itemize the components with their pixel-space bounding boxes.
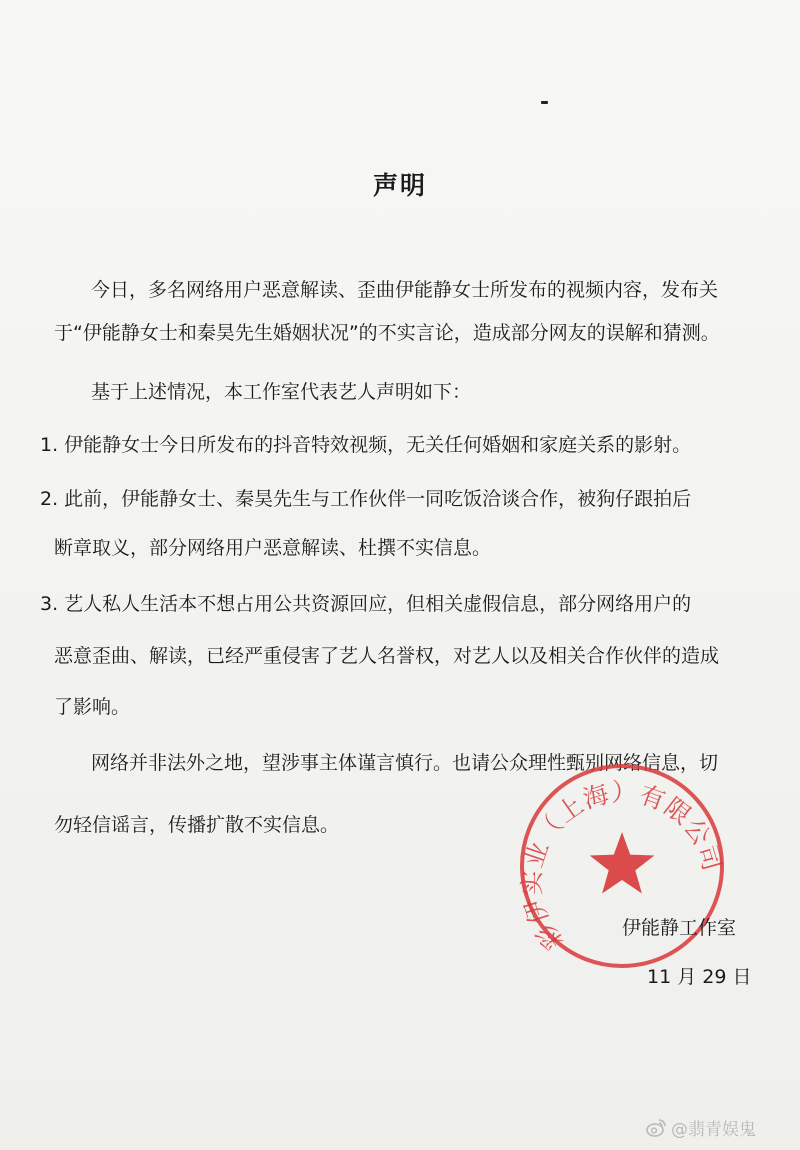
list-item-2-line: 断章取义，部分网络用户恶意解读、杜撰不实信息。 — [54, 537, 492, 559]
signature: 伊能静工作室 — [622, 917, 737, 939]
list-item-1-line: 1. 伊能静女士今日所发布的抖音特效视频，无关任何婚姻和家庭关系的影射。 — [40, 434, 692, 456]
paragraph-line: 于“伊能静女士和秦昊先生婚姻状况”的不实言论，造成部分网友的误解和猜测。 — [54, 322, 720, 344]
watermark-text: @翡青娱鬼 — [671, 1120, 756, 1140]
paragraph-line: 基于上述情况，本工作室代表艺人声明如下： — [91, 381, 472, 403]
list-item-3-line: 恶意歪曲、解读，已经严重侵害了艺人名誉权，对艺人以及相关合作伙伴的造成 — [54, 645, 720, 667]
paragraph-line: 网络并非法外之地，望涉事主体谨言慎行。也请公众理性甄别网络信息，切 — [91, 752, 719, 774]
paragraph-line: 勿轻信谣言，传播扩散不实信息。 — [54, 814, 340, 836]
scan-speck — [541, 101, 548, 104]
list-item-3-line: 了影响。 — [54, 696, 131, 718]
statement-date: 11 月 29 日 — [647, 966, 752, 988]
paragraph-line: 今日，多名网络用户恶意解读、歪曲伊能静女士所发布的视频内容，发布关 — [91, 279, 719, 301]
seal-text: 彩伊实业（上海）有限公司 — [517, 777, 728, 956]
list-item-2-line: 2. 此前，伊能静女士、秦昊先生与工作伙伴一同吃饭洽谈合作，被狗仔跟拍后 — [40, 488, 692, 510]
weibo-logo-icon — [645, 1117, 667, 1139]
star-icon — [590, 832, 655, 894]
document-title: 声明 — [372, 171, 427, 200]
list-item-3-line: 3. 艺人私人生活本不想占用公共资源回应，但相关虚假信息，部分网络用户的 — [40, 593, 692, 615]
weibo-watermark — [645, 1115, 756, 1140]
